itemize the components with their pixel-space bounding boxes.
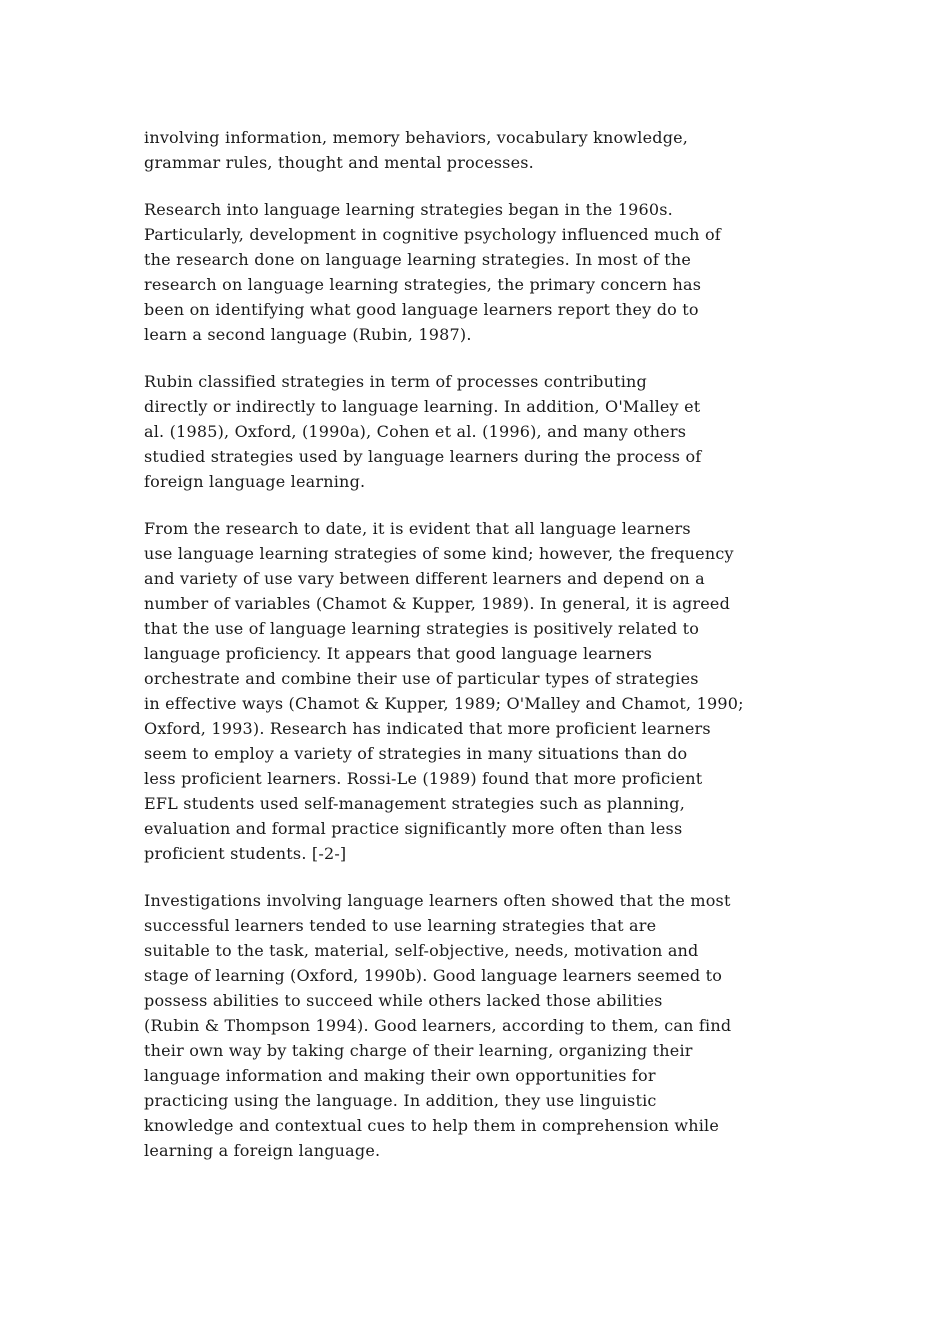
text-line: practicing using the language. In addition, they use linguistic <box>144 1091 657 1110</box>
text-line: language proficiency. It appears that good language learners <box>144 644 652 663</box>
text-line: Oxford, 1993). Research has indicated that more proficient learners <box>144 719 711 738</box>
text-line: research on language learning strategies, the primary concern has <box>144 275 702 294</box>
text-line: use language learning strategies of some kind; however, the frequency <box>144 544 734 563</box>
text-line: learn a second language (Rubin, 1987). <box>144 325 472 344</box>
paragraph-2 <box>144 197 824 347</box>
text-line: stage of learning (Oxford, 1990b). Good language learners seemed to <box>144 966 723 985</box>
text-line: orchestrate and combine their use of particular types of strategies <box>144 669 699 688</box>
text-line: Research into language learning strategies began in the 1960s. <box>144 200 673 219</box>
text-line: (Rubin & Thompson 1994). Good learners, according to them, can find <box>144 1016 732 1035</box>
text-line: number of variables (Chamot & Kupper, 1989). In general, it is agreed <box>144 594 731 613</box>
text-line: Investigations involving language learners often showed that the most <box>144 891 731 910</box>
text-line: EFL students used self-management strategies such as planning, <box>144 794 685 813</box>
text-line: involving information, memory behaviors, vocabulary knowledge, <box>144 128 689 147</box>
text-line: Particularly, development in cognitive psychology influenced much of <box>144 225 721 244</box>
text-line: possess abilities to succeed while others lacked those abilities <box>144 991 663 1010</box>
text-line: suitable to the task, material, self-objective, needs, motivation and <box>144 941 699 960</box>
text-line: grammar rules, thought and mental processes. <box>144 153 534 172</box>
paragraph-1 <box>144 125 824 175</box>
document-body <box>144 125 824 1185</box>
text-line: their own way by taking charge of their learning, organizing their <box>144 1041 693 1060</box>
text-line: evaluation and formal practice significantly more often than less <box>144 819 683 838</box>
text-line: the research done on language learning strategies. In most of the <box>144 250 692 269</box>
text-line: seem to employ a variety of strategies in many situations than do <box>144 744 688 763</box>
text-line: foreign language learning. <box>144 472 366 491</box>
paragraph-5 <box>144 888 824 1163</box>
text-line: language information and making their own opportunities for <box>144 1066 656 1085</box>
text-line: and variety of use vary between different learners and depend on a <box>144 569 705 588</box>
paragraph-4 <box>144 516 824 866</box>
text-line: From the research to date, it is evident that all language learners <box>144 519 691 538</box>
text-line: that the use of language learning strategies is positively related to <box>144 619 700 638</box>
text-line: learning a foreign language. <box>144 1141 381 1160</box>
text-line: been on identifying what good language learners report they do to <box>144 300 699 319</box>
text-line: al. (1985), Oxford, (1990a), Cohen et al. (1996), and many others <box>144 422 687 441</box>
text-line: directly or indirectly to language learning. In addition, O'Malley et <box>144 397 701 416</box>
text-line: knowledge and contextual cues to help them in comprehension while <box>144 1116 720 1135</box>
text-line: proficient students. [-2-] <box>144 844 347 863</box>
text-line: less proficient learners. Rossi-Le (1989) found that more proficient <box>144 769 703 788</box>
text-line: studied strategies used by language learners during the process of <box>144 447 702 466</box>
text-line: Rubin classified strategies in term of processes contributing <box>144 372 647 391</box>
text-line: successful learners tended to use learning strategies that are <box>144 916 657 935</box>
text-line: in effective ways (Chamot & Kupper, 1989; O'Malley and Chamot, 1990; <box>144 694 744 713</box>
paragraph-3 <box>144 369 824 494</box>
